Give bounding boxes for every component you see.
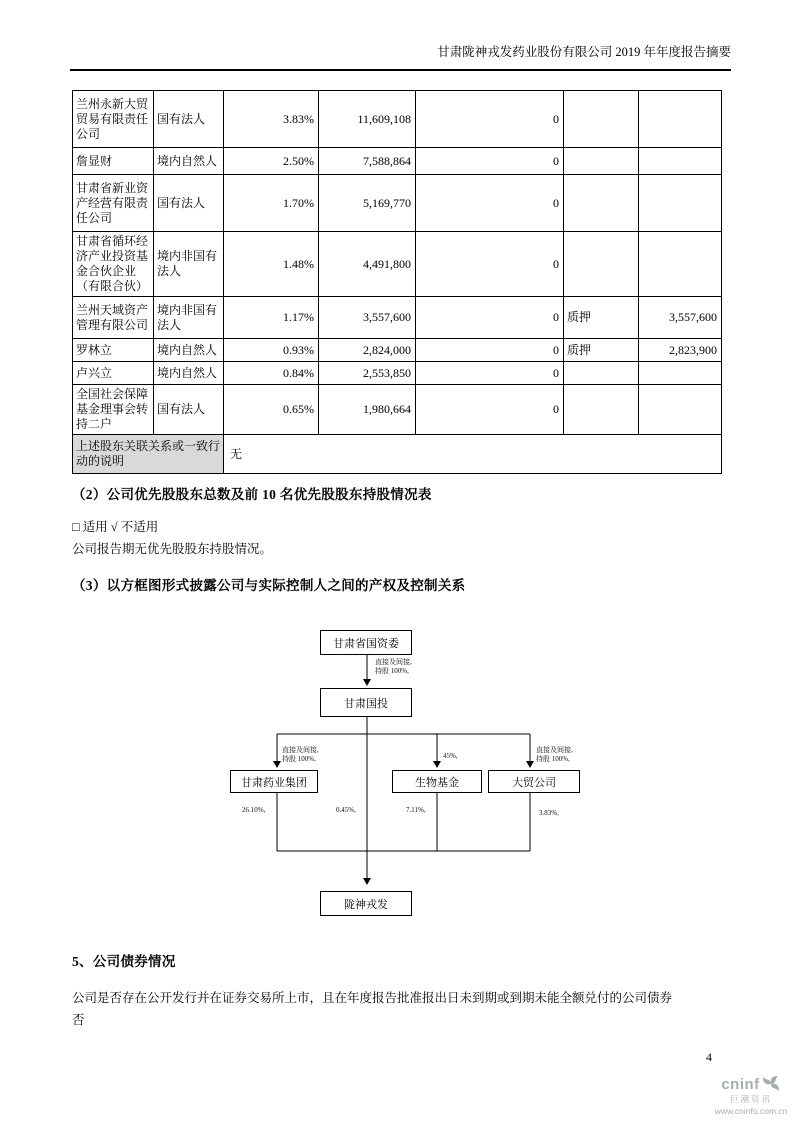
cell-shareholder-type: 境内自然人 (154, 362, 224, 385)
cell-shares: 4,491,800 (319, 232, 416, 297)
cell-shareholder-name: 全国社会保障基金理事会转持二户 (73, 385, 154, 435)
cninfo-logo-url: www.cninfo.com.cn (714, 1106, 788, 1116)
cell-restricted: 0 (416, 385, 564, 435)
cell-shareholder-type: 境内自然人 (154, 148, 224, 175)
cell-restricted: 0 (416, 91, 564, 148)
cell-shareholder-name: 甘肃省新业资产经营有限责任公司 (73, 175, 154, 232)
cell-pledge-shares (639, 91, 722, 148)
section2-heading: （2）公司优先股股东总数及前 10 名优先股股东持股情况表 (72, 487, 432, 502)
cell-shares: 2,553,850 (319, 362, 416, 385)
cell-ratio: 2.50% (224, 148, 319, 175)
table-row (73, 385, 722, 435)
page-number: 4 (706, 1050, 712, 1064)
table-row (73, 297, 722, 339)
cell-shareholder-type: 国有法人 (154, 385, 224, 435)
edge-label-line2: 持股 100%, (536, 755, 570, 763)
document-title: 甘肃陇神戎发药业股份有限公司 2019 年年度报告摘要 (437, 45, 731, 59)
cell-shareholder-name: 卢兴立 (73, 362, 154, 385)
cell-ratio: 1.48% (224, 232, 319, 297)
cell-shares: 3,557,600 (319, 297, 416, 339)
cell-shareholder-name: 詹显财 (73, 148, 154, 175)
cell-ratio: 1.70% (224, 175, 319, 232)
pct-label-pharma: 26.10%, (242, 806, 266, 814)
node-damao-company: 大贸公司 (488, 770, 580, 793)
cell-ratio: 1.17% (224, 297, 319, 339)
cell-restricted: 0 (416, 297, 564, 339)
cninfo-logo (710, 1074, 792, 1116)
cell-restricted: 0 (416, 148, 564, 175)
edge-label-guotou-biofund: 45%, (443, 752, 458, 760)
cell-pledge-shares: 2,823,900 (639, 339, 722, 362)
page-header (70, 44, 731, 71)
cell-pledge-status (564, 91, 639, 148)
cell-pledge-status (564, 362, 639, 385)
table-row (73, 339, 722, 362)
node-pharma-group: 甘肃药业集团 (230, 770, 318, 793)
edge-label-line2: 持股 100%, (375, 667, 409, 675)
cell-pledge-shares: 3,557,600 (639, 297, 722, 339)
cell-shareholder-type: 国有法人 (154, 91, 224, 148)
edge-label-line2: 持股 100%, (282, 755, 316, 763)
edge-label-line1: 直接及间接, (375, 658, 412, 666)
cell-pledge-shares (639, 175, 722, 232)
cell-ratio: 0.65% (224, 385, 319, 435)
cell-restricted: 0 (416, 175, 564, 232)
cell-ratio: 0.84% (224, 362, 319, 385)
section2-note: 公司报告期无优先股股东持股情况。 (72, 542, 273, 556)
cell-shareholder-name: 甘肃省循环经济产业投资基金合伙企业（有限合伙） (73, 232, 154, 297)
cell-shares: 1,980,664 (319, 385, 416, 435)
edge-label-guotou-damao (536, 746, 573, 764)
cell-shareholder-name: 兰州永新大贸贸易有限责任公司 (73, 91, 154, 148)
node-gansu-guotou: 甘肃国投 (320, 688, 412, 717)
section5-answer: 否 (72, 1013, 85, 1027)
shareholders-table (72, 90, 722, 474)
cell-ratio: 3.83% (224, 91, 319, 148)
cell-ratio: 0.93% (224, 339, 319, 362)
cell-pledge-shares (639, 232, 722, 297)
note-value-cell: 无 (224, 435, 722, 474)
edge-label-line1: 直接及间接, (536, 746, 573, 754)
ownership-structure-diagram (225, 618, 590, 923)
cell-shareholder-type: 境内非国有法人 (154, 297, 224, 339)
node-longshen-rongfa: 陇神戎发 (320, 891, 412, 916)
note-label-cell: 上述股东关联关系或一致行动的说明 (73, 435, 224, 474)
cell-pledge-status (564, 175, 639, 232)
pct-label-damao: 3.83%, (539, 809, 559, 817)
cninfo-logo-row (721, 1074, 780, 1094)
table-row (73, 362, 722, 385)
cninfo-swirl-icon (761, 1074, 781, 1094)
cell-pledge-shares (639, 385, 722, 435)
pct-label-guotou: 0.45%, (336, 806, 356, 814)
cell-pledge-status: 质押 (564, 297, 639, 339)
cell-pledge-status: 质押 (564, 339, 639, 362)
cell-shares: 5,169,770 (319, 175, 416, 232)
cell-shares: 11,609,108 (319, 91, 416, 148)
section5-question: 公司是否存在公开发行并在证券交易所上市，且在年度报告批准报出日未到期或到期未能全额兑付的公司债券 (72, 991, 673, 1005)
node-bio-fund: 生物基金 (392, 770, 482, 793)
table-row (73, 232, 722, 297)
table-note-row (73, 435, 722, 474)
pct-label-biofund: 7.11%, (406, 806, 426, 814)
cell-pledge-status (564, 148, 639, 175)
section2-applicability: □ 适用 √ 不适用 (72, 520, 159, 534)
cninfo-logo-text: cninf (721, 1075, 760, 1093)
cell-shares: 7,588,864 (319, 148, 416, 175)
table-row (73, 175, 722, 232)
cell-shareholder-name: 兰州天域资产管理有限公司 (73, 297, 154, 339)
cell-restricted: 0 (416, 339, 564, 362)
section3-heading: （3）以方框图形式披露公司与实际控制人之间的产权及控制关系 (72, 578, 466, 593)
edge-label-line1: 直接及间接, (282, 746, 319, 754)
cell-pledge-shares (639, 148, 722, 175)
node-gansu-sasac: 甘肃省国资委 (320, 630, 412, 655)
cell-shares: 2,824,000 (319, 339, 416, 362)
cell-shareholder-type: 境内非国有法人 (154, 232, 224, 297)
edge-label-gzw-guotou (375, 658, 412, 676)
cell-shareholder-type: 境内自然人 (154, 339, 224, 362)
edge-label-guotou-pharma (282, 746, 319, 764)
cell-shareholder-name: 罗林立 (73, 339, 154, 362)
cell-pledge-status (564, 232, 639, 297)
cell-pledge-status (564, 385, 639, 435)
section5-heading: 5、公司债券情况 (72, 954, 176, 969)
table-row (73, 91, 722, 148)
cell-restricted: 0 (416, 362, 564, 385)
cell-restricted: 0 (416, 232, 564, 297)
cninfo-logo-chinese: 巨潮资讯 (729, 1094, 772, 1104)
table-row (73, 148, 722, 175)
cell-pledge-shares (639, 362, 722, 385)
cell-shareholder-type: 国有法人 (154, 175, 224, 232)
